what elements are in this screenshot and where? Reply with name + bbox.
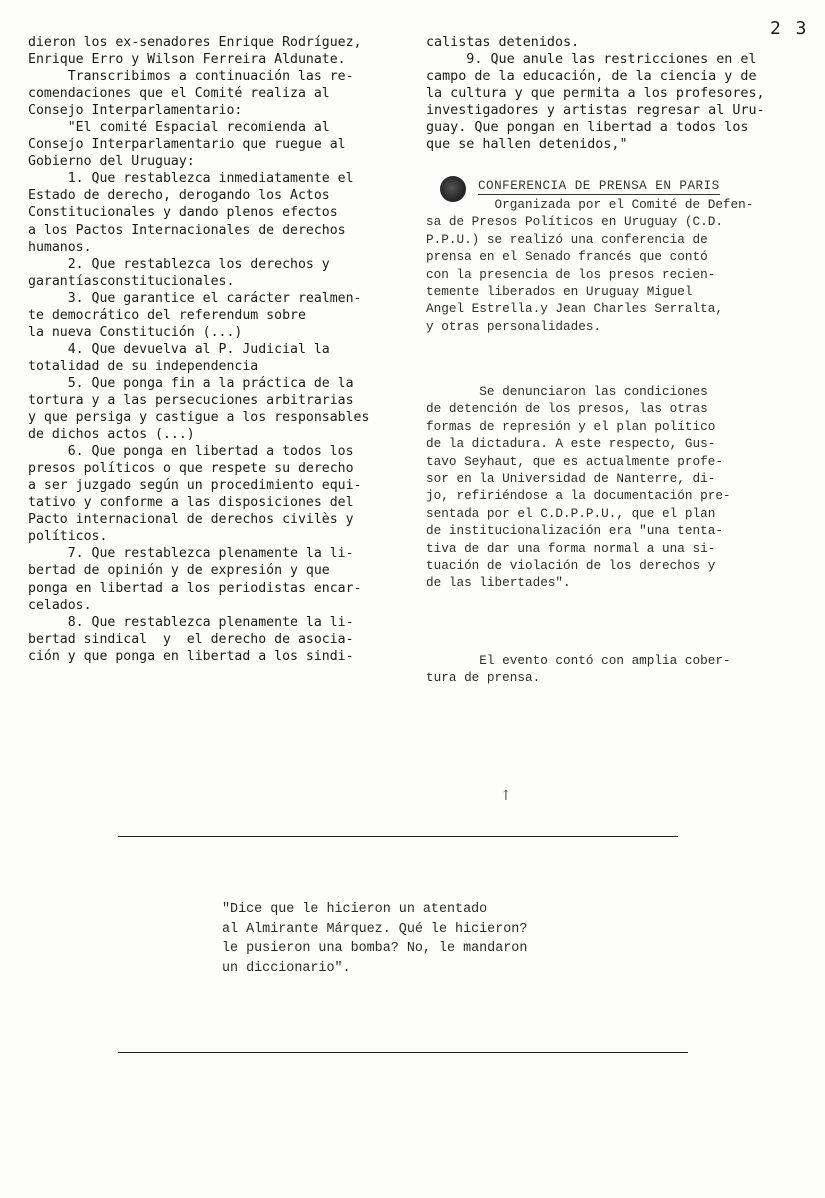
text-line: Estado de derecho, derogando los Actos [28, 188, 330, 204]
text-line: humanos. [28, 239, 92, 255]
text-line: tiva de dar una forma normal a una si- [426, 540, 716, 556]
text-line: Pacto internacional de derechos civilès y [28, 512, 354, 528]
text-line: bertad de opinión y de expresión y que [28, 563, 330, 579]
text-line: Consejo Interparlamentario que ruegue al [28, 137, 346, 153]
text-line: sor en la Universidad de Nanterre, di- [426, 470, 716, 486]
text-line: Organizada por el Comité de Defen- [426, 197, 754, 212]
quote-line: le pusieron una bomba? No, le mandaron [222, 941, 528, 956]
right-column [426, 34, 796, 153]
text-line: tura de prensa. [426, 670, 541, 686]
text-line: de detención de los presos, las otras [426, 401, 708, 417]
text-line: comendaciones que el Comité realiza al [28, 86, 330, 102]
quote-line: un diccionario". [222, 960, 351, 976]
press-conference-header [440, 176, 800, 196]
text-line: y otras personalidades. [426, 318, 602, 334]
text-line: 8. Que restablezca plenamente la li- [28, 614, 354, 630]
text-line: prensa en el Senado francés que contó [426, 249, 708, 265]
text-line: garantíasconstitucionales. [28, 273, 235, 289]
text-line: 7. Que restablezca plenamente la li- [28, 546, 354, 562]
quote-box [222, 900, 582, 978]
press-conference-paragraph-2 [426, 383, 806, 592]
stray-mark: ↑ [500, 788, 512, 804]
text-line: sentada por el C.D.P.P.U., que el plan [426, 505, 716, 521]
text-line: celados. [28, 597, 92, 613]
text-line: a los Pactos Internacionales de derechos [28, 222, 346, 238]
text-line: totalidad de su independencia [28, 358, 259, 374]
text-line: Consejo Interparlamentario: [28, 103, 243, 119]
text-line: la nueva Constitución (...) [28, 324, 243, 340]
text-line: te democrático del referendum sobre [28, 307, 306, 323]
text-line: Transcribimos a continuación las re- [28, 69, 354, 85]
press-conference-title: CONFERENCIA DE PRENSA EN PARIS [478, 179, 720, 193]
text-line: Gobierno del Uruguay: [28, 154, 195, 170]
text-line: El evento contó con amplia cober- [426, 653, 731, 668]
text-line: investigadores y artistas regresar al Uru- [426, 103, 765, 119]
text-line: y que persiga y castigue a los responsables [28, 410, 370, 426]
text-line: ción y que ponga en libertad a los sindi- [28, 648, 354, 664]
text-line: dieron los ex-senadores Enrique Rodríguez, [28, 35, 362, 50]
text-line: la cultura y que permita a los profesores, [426, 86, 765, 102]
text-line: 5. Que ponga fin a la práctica de la [28, 375, 354, 391]
text-line: presos políticos o que respete su derecho [28, 461, 354, 477]
text-line: de institucionalización era "una tenta- [426, 523, 723, 539]
text-line: 1. Que restablezca inmediatamente el [28, 171, 354, 187]
press-conference-intro [426, 196, 806, 335]
text-line: Enrique Erro y Wilson Ferreira Aldunate. [28, 52, 346, 68]
text-line: ponga en libertad a los periodistas encar- [28, 580, 362, 596]
text-line: guay. Que pongan en libertad a todos los [426, 120, 749, 136]
text-line: con la presencia de los presos recien- [426, 266, 716, 282]
text-line: tortura y a las persecuciones arbitrarias [28, 392, 354, 408]
divider-top [118, 836, 678, 837]
text-line: tativo y conforme a las disposiciones del [28, 495, 354, 511]
text-line: campo de la educación, de la ciencia y de [426, 69, 757, 85]
press-conference-paragraph-3 [426, 652, 806, 687]
text-line: tuación de violación de los derechos y [426, 557, 716, 573]
text-line: Constitucionales y dando plenos efectos [28, 205, 338, 221]
quote-line: "Dice que le hicieron un atentado [222, 902, 488, 917]
text-line: tavo Seyhaut, que es actualmente profe- [426, 453, 723, 469]
text-line: Se denunciaron las condiciones [426, 384, 708, 399]
text-line: sa de Presos Políticos en Uruguay (C.D. [426, 214, 723, 230]
text-line: de dichos actos (...) [28, 427, 195, 443]
text-line: jo, refiriéndose a la documentación pre- [426, 488, 731, 504]
text-line: 6. Que ponga en libertad a todos los [28, 444, 354, 460]
page-number: 2 3 [770, 18, 809, 39]
text-line: temente liberados en Uruguay Miguel [426, 283, 693, 299]
text-line: que se hallen detenidos," [426, 137, 628, 153]
text-line: Angel Estrella.y Jean Charles Serralta, [426, 301, 723, 317]
text-line: 4. Que devuelva al P. Judicial la [28, 341, 330, 357]
text-line: de las libertades". [426, 575, 571, 591]
text-line: P.P.U.) se realizó una conferencia de [426, 231, 708, 247]
text-line: 3. Que garantice el carácter realmen- [28, 290, 362, 306]
divider-bottom [118, 1052, 688, 1053]
text-line: calistas detenidos. [426, 35, 580, 50]
text-line: políticos. [28, 529, 108, 545]
text-line: 2. Que restablezca los derechos y [28, 256, 330, 272]
text-line: a ser juzgado según un procedimiento equi- [28, 478, 362, 494]
text-line: de la dictadura. A este respecto, Gus- [426, 436, 716, 452]
text-line: "El comité Espacial recomienda al [28, 120, 330, 136]
text-line: formas de represión y el plan político [426, 418, 716, 434]
quote-line: al Almirante Márquez. Qué le hicieron? [222, 921, 528, 937]
left-column [28, 34, 390, 665]
text-line: bertad sindical y el derecho de asocia- [28, 631, 354, 647]
text-line: 9. Que anule las restricciones en el [426, 52, 757, 68]
